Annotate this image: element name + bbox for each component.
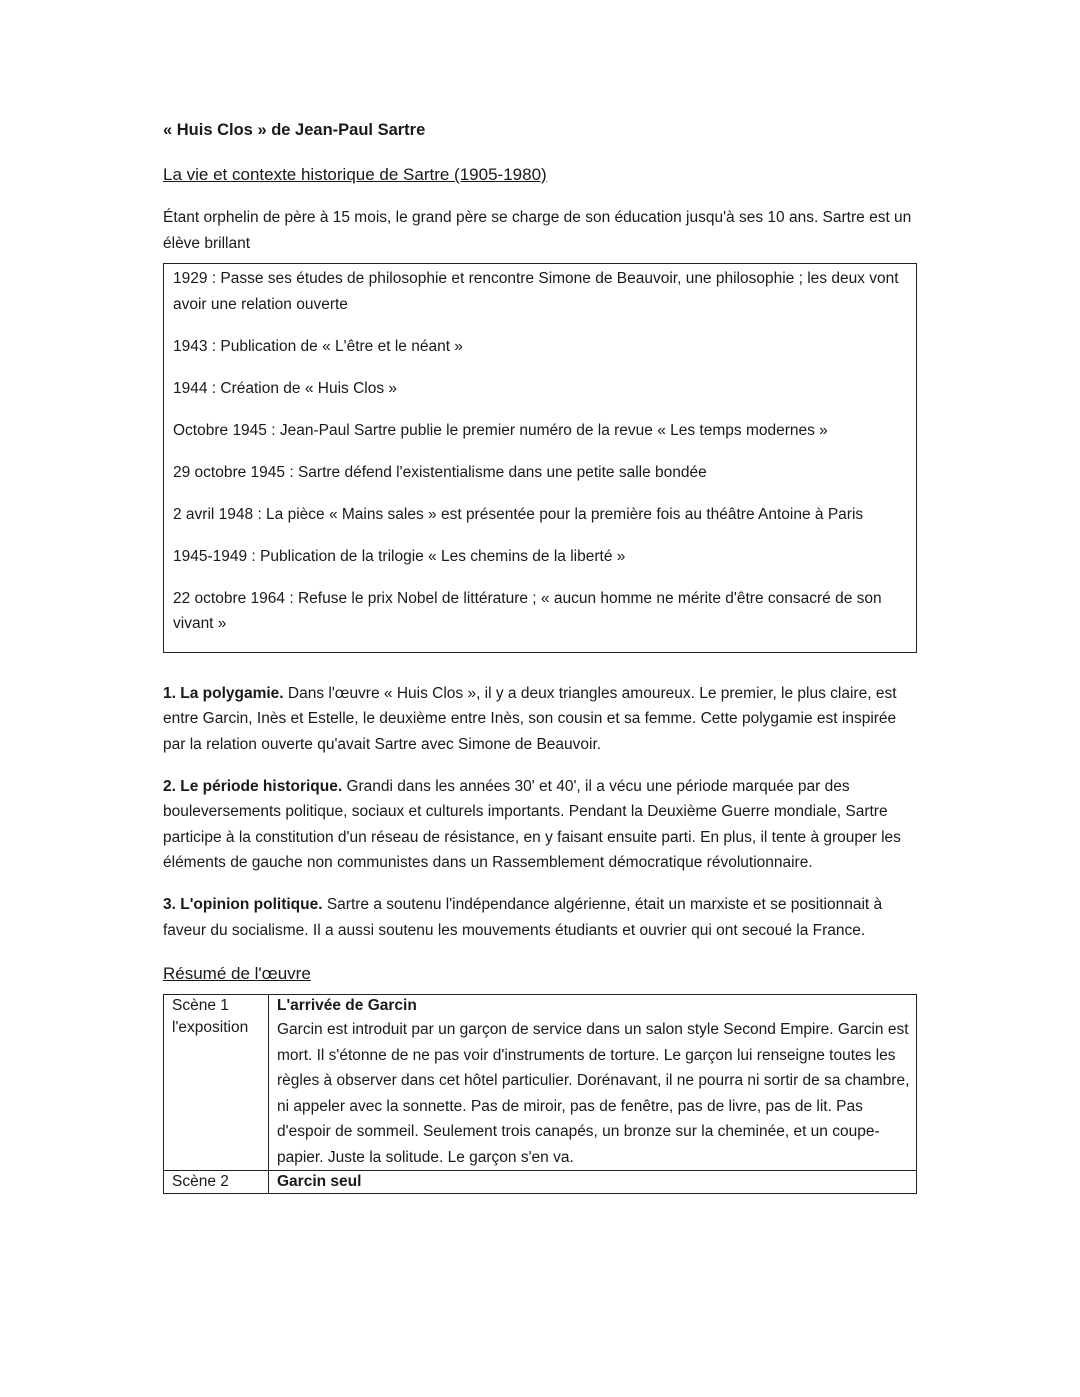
scene-cell — [164, 995, 269, 1171]
point-title: 3. L'opinion politique. — [163, 896, 323, 913]
scene-number: Scène 2 — [172, 1173, 229, 1190]
table-row — [164, 1171, 917, 1194]
timeline-entry: 1944 : Création de « Huis Clos » — [173, 379, 398, 397]
timeline-box — [163, 263, 917, 653]
point-text: Dans l'œuvre « Huis Clos », il y a deux triangles amoureux. Le premier, le plus claire, est entre Garcin, Inès et Estelle, le deuxième entre Inès, son cousin et sa femme. Cette polygamie est inspirée par la relation ouverte qu'avait Sartre avec Simone de Beauvoir. — [163, 684, 897, 753]
timeline-entry: 2 avril 1948 : La pièce « Mains sales » est présentée pour la première fois au théâtre Antoine à Paris — [173, 505, 864, 523]
scene-number: Scène 1 — [172, 997, 229, 1014]
scene-subtitle: l'exposition — [172, 1019, 249, 1036]
document-title: « Huis Clos » de Jean-Paul Sartre — [163, 121, 426, 139]
document-page — [163, 117, 917, 1194]
point-political-opinion — [163, 892, 917, 943]
intro-paragraph: Étant orphelin de père à 15 mois, le grand père se charge de son éducation jusqu'à ses 10 ans. Sartre est un élève brillant — [163, 209, 912, 252]
point-title: 2. Le période historique. — [163, 777, 343, 795]
points-list — [163, 681, 917, 944]
point-text: Grandi dans les années 30' et 40', il a vécu une période marquée par des bouleversements politique, sociaux et culturels importants. Pendant la Deuxième Guerre mondiale, Sartre participe à la constitution d'un réseau de résistance, en y faisant ensuite parti. En plus, il tente à grouper les éléments de gauche non communistes dans un Rassemblement démocratique révolutionnaire. — [163, 777, 901, 871]
scene-content-cell — [269, 995, 917, 1171]
timeline-entry: 29 octobre 1945 : Sartre défend l'existentialisme dans une petite salle bondée — [173, 463, 707, 481]
timeline-entry: 1945-1949 : Publication de la trilogie « Les chemins de la liberté » — [173, 547, 626, 565]
timeline-entry: 1929 : Passe ses études de philosophie et rencontre Simone de Beauvoir, une philosophie ; les deux vont avoir une relation ouverte — [173, 270, 899, 313]
timeline-entry: 1943 : Publication de « L'être et le néant » — [173, 337, 463, 355]
scene-summary: Garcin est introduit par un garçon de service dans un salon style Second Empire. Garcin est mort. Il s'étonne de ne pas voir d'instruments de torture. Le garçon lui renseigne toutes les règles à observer dans cet hôtel particulier. Dorénavant, il ne pourra ni sortir de sa chambre, ni appeler avec la sonnette. Pas de miroir, pas de fenêtre, pas de livre, pas de lit. Pas d'espoir de sommeil. Seulement trois canapés, un bronze sur la cheminée, et un coupe-papier. Juste la solitude. Le garçon s'en va. — [277, 1021, 910, 1166]
scene-content-cell — [269, 1171, 917, 1194]
point-title: 1. La polygamie. — [163, 684, 284, 702]
scene-title: L'arrivée de Garcin — [277, 997, 417, 1014]
scene-cell — [164, 1171, 269, 1194]
scene-title: Garcin seul — [277, 1173, 362, 1190]
point-text: Sartre a soutenu l'indépendance algérienne, était un marxiste et se positionnait à faveur du socialisme. Il a aussi soutenu les mouvements étudiants et ouvrier qui ont secoué la France. — [163, 896, 883, 939]
section-heading-summary: Résumé de l'œuvre — [163, 964, 311, 983]
timeline-entry: 22 octobre 1964 : Refuse le prix Nobel de littérature ; « aucun homme ne mérite d'être consacré de son vivant » — [173, 589, 882, 632]
point-polygamy — [163, 681, 917, 758]
scenes-table — [163, 994, 917, 1194]
table-row — [164, 995, 917, 1171]
section-heading-life: La vie et contexte historique de Sartre (1905-1980) — [163, 165, 547, 184]
timeline-entry: Octobre 1945 : Jean-Paul Sartre publie le premier numéro de la revue « Les temps modernes » — [173, 421, 828, 439]
point-historical-period — [163, 774, 917, 876]
